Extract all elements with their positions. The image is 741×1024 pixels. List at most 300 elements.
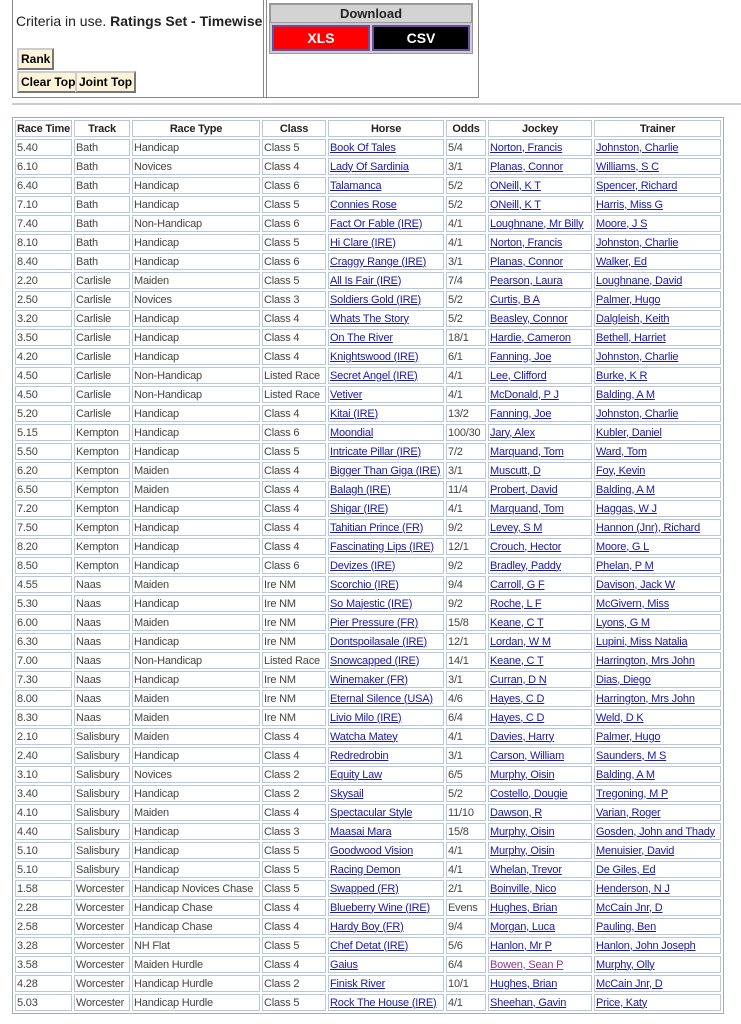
trainer-link[interactable]: Balding, A M bbox=[596, 388, 655, 401]
cell-race-type: Handicap bbox=[132, 234, 260, 251]
cell-jockey bbox=[488, 291, 592, 308]
jockey-link[interactable]: Planas, Connor bbox=[490, 160, 564, 173]
cell-odds: 4/1 bbox=[446, 500, 486, 517]
table-row bbox=[15, 329, 721, 346]
jockey-link[interactable]: Crouch, Hector bbox=[490, 540, 562, 553]
horse-link[interactable]: Racing Demon bbox=[330, 863, 401, 876]
horse-link[interactable]: On The River bbox=[330, 331, 393, 344]
trainer-link[interactable]: McGivern, Miss bbox=[596, 597, 670, 610]
trainer-link[interactable]: Kubler, Daniel bbox=[596, 426, 662, 439]
cell-trainer bbox=[594, 310, 721, 327]
trainer-link[interactable]: McCain Jnr, D bbox=[596, 977, 663, 990]
download-title: Download bbox=[270, 4, 472, 23]
horse-link[interactable]: Finisk River bbox=[330, 977, 386, 990]
cell-class: Class 5 bbox=[262, 234, 326, 251]
jockey-link[interactable]: Norton, Francis bbox=[490, 141, 563, 154]
jockey-link[interactable]: Hanlon, Mr P bbox=[490, 939, 552, 952]
cell-jockey bbox=[488, 842, 592, 859]
cell-odds: 3/1 bbox=[446, 462, 486, 479]
cell-race-type: Handicap bbox=[132, 842, 260, 859]
horse-link[interactable]: Devizes (IRE) bbox=[330, 559, 396, 572]
cell-class: Class 6 bbox=[262, 177, 326, 194]
trainer-link[interactable]: Johnston, Charlie bbox=[596, 407, 679, 420]
cell-race-type: Maiden Hurdle bbox=[132, 956, 260, 973]
horse-link[interactable]: Goodwood Vision bbox=[330, 844, 414, 857]
cell-class: Class 4 bbox=[262, 481, 326, 498]
horse-link[interactable]: Talamanca bbox=[330, 179, 382, 192]
cell-race-type: Novices bbox=[132, 766, 260, 783]
cell-class: Class 4 bbox=[262, 804, 326, 821]
jockey-link[interactable]: Hayes, C D bbox=[490, 692, 545, 705]
jockey-link[interactable]: Jary, Alex bbox=[490, 426, 535, 439]
trainer-link[interactable]: Lyons, G M bbox=[596, 616, 650, 629]
jockey-link[interactable]: Murphy, Oisin bbox=[490, 768, 555, 781]
jockey-link[interactable]: Loughnane, Mr Billy bbox=[490, 217, 584, 230]
table-row bbox=[15, 139, 721, 156]
cell-class: Class 4 bbox=[262, 310, 326, 327]
cell-class: Ire NM bbox=[262, 595, 326, 612]
trainer-link[interactable]: Palmer, Hugo bbox=[596, 730, 661, 743]
cell-horse bbox=[328, 158, 444, 175]
cell-track: Carlisle bbox=[74, 291, 130, 308]
cell-race-type: Maiden bbox=[132, 481, 260, 498]
jockey-link[interactable]: Bradley, Paddy bbox=[490, 559, 562, 572]
cell-trainer bbox=[594, 519, 721, 536]
header-race-time: Race Time bbox=[15, 120, 72, 137]
cell-jockey bbox=[488, 519, 592, 536]
cell-odds: 9/2 bbox=[446, 557, 486, 574]
table-row bbox=[15, 975, 721, 992]
cell-track: Carlisle bbox=[74, 367, 130, 384]
trainer-link[interactable]: Haggas, W J bbox=[596, 502, 657, 515]
trainer-link[interactable]: Dias, Diego bbox=[596, 673, 651, 686]
cell-jockey bbox=[488, 158, 592, 175]
cell-odds: 4/1 bbox=[446, 728, 486, 745]
cell-jockey bbox=[488, 652, 592, 669]
criteria-section bbox=[13, 0, 264, 97]
trainer-link[interactable]: Harris, Miss G bbox=[596, 198, 663, 211]
jockey-link[interactable]: Bowen, Sean P bbox=[490, 958, 564, 971]
cell-jockey bbox=[488, 443, 592, 460]
horse-link[interactable]: Eternal Silence (USA) bbox=[330, 692, 433, 705]
cell-horse bbox=[328, 709, 444, 726]
trainer-link[interactable]: Loughnane, David bbox=[596, 274, 683, 287]
cell-race-time: 3.40 bbox=[15, 785, 72, 802]
horse-link[interactable]: Knightswood (IRE) bbox=[330, 350, 419, 363]
cell-race-time: 4.40 bbox=[15, 823, 72, 840]
cell-race-time: 5.40 bbox=[15, 139, 72, 156]
cell-race-type: Handicap bbox=[132, 405, 260, 422]
cell-horse bbox=[328, 348, 444, 365]
cell-track: Carlisle bbox=[74, 329, 130, 346]
cell-race-type: Maiden bbox=[132, 690, 260, 707]
cell-trainer bbox=[594, 272, 721, 289]
clear-top-button[interactable]: Clear Top bbox=[17, 71, 79, 93]
cell-race-time: 3.50 bbox=[15, 329, 72, 346]
trainer-link[interactable]: Weld, D K bbox=[596, 711, 644, 724]
horse-link[interactable]: Rock The House (IRE) bbox=[330, 996, 437, 1009]
horse-link[interactable]: Secret Angel (IRE) bbox=[330, 369, 418, 382]
jockey-link[interactable]: Marquand, Tom bbox=[490, 445, 564, 458]
trainer-link[interactable]: Moore, J S bbox=[596, 217, 648, 230]
jockey-link[interactable]: Pearson, Laura bbox=[490, 274, 563, 287]
trainer-link[interactable]: McCain Jnr, D bbox=[596, 901, 663, 914]
cell-trainer bbox=[594, 671, 721, 688]
horse-link[interactable]: Pier Pressure (FR) bbox=[330, 616, 419, 629]
cell-odds: 13/2 bbox=[446, 405, 486, 422]
cell-trainer bbox=[594, 329, 721, 346]
cell-trainer bbox=[594, 234, 721, 251]
jockey-link[interactable]: Lee, Clifford bbox=[490, 369, 547, 382]
horse-link[interactable]: Skysail bbox=[330, 787, 364, 800]
horse-link[interactable]: Swapped (FR) bbox=[330, 882, 399, 895]
trainer-link[interactable]: Phelan, P M bbox=[596, 559, 654, 572]
horse-link[interactable]: Equity Law bbox=[330, 768, 382, 781]
trainer-link[interactable]: Henderson, N J bbox=[596, 882, 670, 895]
jockey-link[interactable]: ONeill, K T bbox=[490, 179, 541, 192]
jockey-link[interactable]: Murphy, Oisin bbox=[490, 825, 555, 838]
cell-jockey bbox=[488, 538, 592, 555]
horse-link[interactable]: Spectacular Style bbox=[330, 806, 413, 819]
jockey-link[interactable]: Probert, David bbox=[490, 483, 558, 496]
jockey-link[interactable]: ONeill, K T bbox=[490, 198, 541, 211]
cell-race-time: 2.10 bbox=[15, 728, 72, 745]
cell-horse bbox=[328, 956, 444, 973]
jockey-link[interactable]: Marquand, Tom bbox=[490, 502, 564, 515]
cell-class: Ire NM bbox=[262, 709, 326, 726]
jockey-link[interactable]: Lordan, W M bbox=[490, 635, 551, 648]
table-row bbox=[15, 576, 721, 593]
horse-link[interactable]: Bigger Than Giga (IRE) bbox=[330, 464, 441, 477]
jockey-link[interactable]: Curtis, B A bbox=[490, 293, 540, 306]
jockey-link[interactable]: Boinville, Nico bbox=[490, 882, 557, 895]
table-row bbox=[15, 880, 721, 897]
table-row bbox=[15, 842, 721, 859]
cell-race-time: 8.00 bbox=[15, 690, 72, 707]
jockey-link[interactable]: Beasley, Connor bbox=[490, 312, 568, 325]
cell-odds: 5/4 bbox=[446, 139, 486, 156]
horse-link[interactable]: Blueberry Wine (IRE) bbox=[330, 901, 430, 914]
cell-track: Worcester bbox=[74, 880, 130, 897]
cell-track: Kempton bbox=[74, 557, 130, 574]
cell-horse bbox=[328, 614, 444, 631]
cell-class: Listed Race bbox=[262, 367, 326, 384]
horse-link[interactable]: Vetiver bbox=[330, 388, 363, 401]
trainer-link[interactable]: Menuisier, David bbox=[596, 844, 675, 857]
horse-link[interactable]: Hi Clare (IRE) bbox=[330, 236, 396, 249]
table-row bbox=[15, 747, 721, 764]
cell-trainer bbox=[594, 690, 721, 707]
horse-link[interactable]: Connies Rose bbox=[330, 198, 397, 211]
trainer-link[interactable]: Burke, K R bbox=[596, 369, 648, 382]
cell-race-time: 8.20 bbox=[15, 538, 72, 555]
trainer-link[interactable]: Murphy, Olly bbox=[596, 958, 655, 971]
rank-button[interactable]: Rank bbox=[17, 48, 54, 70]
horse-link[interactable]: Redredrobin bbox=[330, 749, 389, 762]
cell-track: Carlisle bbox=[74, 310, 130, 327]
trainer-link[interactable]: Hannon (Jnr), Richard bbox=[596, 521, 701, 534]
trainer-link[interactable]: De Giles, Ed bbox=[596, 863, 656, 876]
cell-trainer bbox=[594, 709, 721, 726]
trainer-link[interactable]: Tregoning, M P bbox=[596, 787, 669, 800]
cell-class: Class 4 bbox=[262, 728, 326, 745]
table-row bbox=[15, 994, 721, 1011]
jockey-link[interactable]: Hardie, Cameron bbox=[490, 331, 571, 344]
jockey-link[interactable]: Planas, Connor bbox=[490, 255, 564, 268]
horse-link[interactable]: Dontspoilasale (IRE) bbox=[330, 635, 427, 648]
horse-link[interactable]: Fascinating Lips (IRE) bbox=[330, 540, 434, 553]
horse-link[interactable]: Chef Detat (IRE) bbox=[330, 939, 409, 952]
jockey-link[interactable]: Whelan, Trevor bbox=[490, 863, 562, 876]
trainer-link[interactable]: Johnston, Charlie bbox=[596, 141, 679, 154]
jockey-link[interactable]: Keane, C T bbox=[490, 616, 544, 629]
cell-class: Class 4 bbox=[262, 158, 326, 175]
cell-trainer bbox=[594, 253, 721, 270]
cell-trainer bbox=[594, 880, 721, 897]
trainer-link[interactable]: Spencer, Richard bbox=[596, 179, 678, 192]
cell-track: Salisbury bbox=[74, 823, 130, 840]
horse-link[interactable]: Soldiers Gold (IRE) bbox=[330, 293, 421, 306]
cell-race-type: Handicap bbox=[132, 747, 260, 764]
cell-race-type: Handicap bbox=[132, 538, 260, 555]
trainer-link[interactable]: Gosden, John and Thady bbox=[596, 825, 715, 838]
table-row bbox=[15, 424, 721, 441]
horse-link[interactable]: Maasai Mara bbox=[330, 825, 392, 838]
cell-race-type: Handicap bbox=[132, 329, 260, 346]
cell-race-type: Handicap bbox=[132, 633, 260, 650]
cell-race-type: Handicap bbox=[132, 557, 260, 574]
trainer-link[interactable]: Johnston, Charlie bbox=[596, 350, 679, 363]
cell-horse bbox=[328, 367, 444, 384]
header-odds: Odds bbox=[446, 120, 486, 137]
horse-link[interactable]: Craggy Range (IRE) bbox=[330, 255, 427, 268]
trainer-link[interactable]: Balding, A M bbox=[596, 768, 655, 781]
jockey-link[interactable]: Carson, William bbox=[490, 749, 565, 762]
cell-odds: 14/1 bbox=[446, 652, 486, 669]
cell-odds: 4/1 bbox=[446, 386, 486, 403]
cell-race-time: 5.20 bbox=[15, 405, 72, 422]
cell-class: Listed Race bbox=[262, 652, 326, 669]
table-row bbox=[15, 253, 721, 270]
trainer-link[interactable]: Ward, Tom bbox=[596, 445, 647, 458]
cell-odds: 12/1 bbox=[446, 538, 486, 555]
table-row bbox=[15, 272, 721, 289]
cell-race-type: Handicap bbox=[132, 139, 260, 156]
cell-trainer bbox=[594, 994, 721, 1011]
jockey-link[interactable]: Costello, Dougie bbox=[490, 787, 568, 800]
trainer-link[interactable]: Bethell, Harriet bbox=[596, 331, 666, 344]
jockey-link[interactable]: Davies, Harry bbox=[490, 730, 555, 743]
cell-track: Carlisle bbox=[74, 405, 130, 422]
cell-race-type: Maiden bbox=[132, 272, 260, 289]
cell-race-time: 2.20 bbox=[15, 272, 72, 289]
cell-race-time: 8.30 bbox=[15, 709, 72, 726]
jockey-link[interactable]: Roche, L F bbox=[490, 597, 542, 610]
trainer-link[interactable]: Williams, S C bbox=[596, 160, 659, 173]
cell-odds: 9/4 bbox=[446, 576, 486, 593]
cell-jockey bbox=[488, 614, 592, 631]
header-class: Class bbox=[262, 120, 326, 137]
trainer-link[interactable]: Johnston, Charlie bbox=[596, 236, 679, 249]
jockey-link[interactable]: Morgan, Luca bbox=[490, 920, 555, 933]
cell-race-type: Handicap bbox=[132, 595, 260, 612]
cell-race-type: Maiden bbox=[132, 576, 260, 593]
cell-race-time: 5.30 bbox=[15, 595, 72, 612]
horse-link[interactable]: Snowcapped (IRE) bbox=[330, 654, 420, 667]
table-row bbox=[15, 690, 721, 707]
cell-race-time: 7.50 bbox=[15, 519, 72, 536]
cell-track: Naas bbox=[74, 595, 130, 612]
horse-link[interactable]: Shigar (IRE) bbox=[330, 502, 389, 515]
jockey-link[interactable]: Carroll, G F bbox=[490, 578, 545, 591]
cell-race-time: 2.40 bbox=[15, 747, 72, 764]
cell-jockey bbox=[488, 747, 592, 764]
cell-track: Salisbury bbox=[74, 728, 130, 745]
cell-trainer bbox=[594, 196, 721, 213]
horse-link[interactable]: Kitai (IRE) bbox=[330, 407, 378, 420]
cell-jockey bbox=[488, 481, 592, 498]
jockey-link[interactable]: Curran, D N bbox=[490, 673, 547, 686]
cell-track: Salisbury bbox=[74, 861, 130, 878]
horse-link[interactable]: So Majestic (IRE) bbox=[330, 597, 413, 610]
horse-link[interactable]: Scorchio (IRE) bbox=[330, 578, 399, 591]
cell-race-type: Non-Handicap bbox=[132, 386, 260, 403]
horse-link[interactable]: Fact Or Fable (IRE) bbox=[330, 217, 423, 230]
cell-race-time: 1.58 bbox=[15, 880, 72, 897]
jockey-link[interactable]: Norton, Francis bbox=[490, 236, 563, 249]
cell-jockey bbox=[488, 234, 592, 251]
cell-jockey bbox=[488, 899, 592, 916]
cell-track: Naas bbox=[74, 652, 130, 669]
jockey-link[interactable]: Murphy, Oisin bbox=[490, 844, 555, 857]
trainer-link[interactable]: Walker, Ed bbox=[596, 255, 647, 268]
cell-race-time: 5.03 bbox=[15, 994, 72, 1011]
jockey-link[interactable]: Hayes, C D bbox=[490, 711, 545, 724]
table-row bbox=[15, 652, 721, 669]
cell-trainer bbox=[594, 576, 721, 593]
jockey-link[interactable]: Keane, C T bbox=[490, 654, 544, 667]
trainer-link[interactable]: Varian, Roger bbox=[596, 806, 661, 819]
cell-trainer bbox=[594, 424, 721, 441]
jockey-link[interactable]: McDonald, P J bbox=[490, 388, 559, 401]
horse-link[interactable]: Livio Milo (IRE) bbox=[330, 711, 402, 724]
trainer-link[interactable]: Palmer, Hugo bbox=[596, 293, 661, 306]
horse-link[interactable]: Watcha Matey bbox=[330, 730, 398, 743]
jockey-link[interactable]: Fanning, Joe bbox=[490, 350, 552, 363]
horse-link[interactable]: Lady Of Sardinia bbox=[330, 160, 409, 173]
table-row bbox=[15, 443, 721, 460]
cell-race-time: 4.50 bbox=[15, 367, 72, 384]
cell-horse bbox=[328, 462, 444, 479]
table-row bbox=[15, 709, 721, 726]
jockey-link[interactable]: Hughes, Brian bbox=[490, 901, 558, 914]
trainer-link[interactable]: Harrington, Mrs John bbox=[596, 692, 695, 705]
jockey-link[interactable]: Muscutt, D bbox=[490, 464, 541, 477]
table-row bbox=[15, 310, 721, 327]
trainer-link[interactable]: Pauling, Ben bbox=[596, 920, 657, 933]
trainer-link[interactable]: Davison, Jack W bbox=[596, 578, 675, 591]
cell-odds: 11/4 bbox=[446, 481, 486, 498]
cell-odds: 4/1 bbox=[446, 861, 486, 878]
jockey-link[interactable]: Sheehan, Gavin bbox=[490, 996, 567, 1009]
cell-trainer bbox=[594, 766, 721, 783]
cell-odds: 3/1 bbox=[446, 158, 486, 175]
horse-link[interactable]: Tahitian Prince (FR) bbox=[330, 521, 424, 534]
trainer-link[interactable]: Harrington, Mrs John bbox=[596, 654, 695, 667]
cell-class: Listed Race bbox=[262, 386, 326, 403]
cell-race-time: 7.20 bbox=[15, 500, 72, 517]
races-table bbox=[12, 117, 724, 1014]
horse-link[interactable]: Gaius bbox=[330, 958, 358, 971]
table-row bbox=[15, 595, 721, 612]
cell-class: Class 4 bbox=[262, 956, 326, 973]
trainer-link[interactable]: Hanlon, John Joseph bbox=[596, 939, 696, 952]
trainer-link[interactable]: Lupini, Miss Natalia bbox=[596, 635, 688, 648]
horse-link[interactable]: Whats The Story bbox=[330, 312, 409, 325]
trainer-link[interactable]: Moore, G L bbox=[596, 540, 650, 553]
cell-horse bbox=[328, 994, 444, 1011]
horse-link[interactable]: Moondial bbox=[330, 426, 374, 439]
cell-trainer bbox=[594, 348, 721, 365]
cell-trainer bbox=[594, 842, 721, 859]
jockey-link[interactable]: Dawson, R bbox=[490, 806, 543, 819]
horse-link[interactable]: All Is Fair (IRE) bbox=[330, 274, 402, 287]
horse-link[interactable]: Hardy Boy (FR) bbox=[330, 920, 404, 933]
table-row bbox=[15, 918, 721, 935]
trainer-link[interactable]: Saunders, M S bbox=[596, 749, 667, 762]
cell-class: Ire NM bbox=[262, 576, 326, 593]
cell-track: Kempton bbox=[74, 481, 130, 498]
cell-odds: 9/2 bbox=[446, 519, 486, 536]
cell-trainer bbox=[594, 443, 721, 460]
jockey-link[interactable]: Levey, S M bbox=[490, 521, 543, 534]
horse-link[interactable]: Intricate Pillar (IRE) bbox=[330, 445, 421, 458]
table-row bbox=[15, 956, 721, 973]
cell-race-type: Handicap bbox=[132, 519, 260, 536]
cell-race-type: Maiden bbox=[132, 728, 260, 745]
trainer-link[interactable]: Price, Katy bbox=[596, 996, 648, 1009]
joint-top-button[interactable]: Joint Top bbox=[75, 71, 136, 93]
horse-link[interactable]: Winemaker (FR) bbox=[330, 673, 408, 686]
trainer-link[interactable]: Balding, A M bbox=[596, 483, 655, 496]
csv-download-button[interactable]: CSV bbox=[372, 25, 470, 51]
cell-race-time: 6.20 bbox=[15, 462, 72, 479]
trainer-link[interactable]: Foy, Kevin bbox=[596, 464, 646, 477]
cell-horse bbox=[328, 899, 444, 916]
cell-class: Class 5 bbox=[262, 272, 326, 289]
cell-track: Worcester bbox=[74, 918, 130, 935]
cell-jockey bbox=[488, 823, 592, 840]
cell-odds: 4/1 bbox=[446, 215, 486, 232]
horse-link[interactable]: Balagh (IRE) bbox=[330, 483, 391, 496]
cell-class: Class 6 bbox=[262, 557, 326, 574]
jockey-link[interactable]: Hughes, Brian bbox=[490, 977, 558, 990]
cell-jockey bbox=[488, 766, 592, 783]
horse-link[interactable]: Book Of Tales bbox=[330, 141, 396, 154]
cell-race-time: 4.28 bbox=[15, 975, 72, 992]
cell-odds: 6/4 bbox=[446, 956, 486, 973]
table-row bbox=[15, 766, 721, 783]
cell-odds: 11/10 bbox=[446, 804, 486, 821]
cell-track: Kempton bbox=[74, 538, 130, 555]
cell-jockey bbox=[488, 386, 592, 403]
cell-trainer bbox=[594, 386, 721, 403]
xls-download-button[interactable]: XLS bbox=[272, 25, 370, 51]
jockey-link[interactable]: Fanning, Joe bbox=[490, 407, 552, 420]
cell-jockey bbox=[488, 785, 592, 802]
cell-race-time: 4.20 bbox=[15, 348, 72, 365]
trainer-link[interactable]: Dalgleish, Keith bbox=[596, 312, 670, 325]
